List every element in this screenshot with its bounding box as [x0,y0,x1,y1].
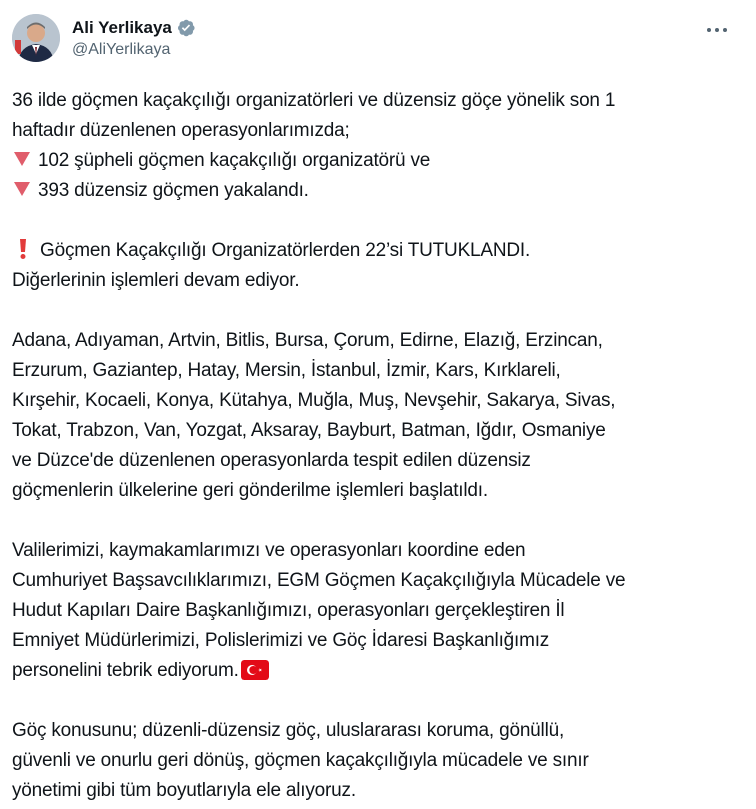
tweet-line: Kırşehir, Kocaeli, Konya, Kütahya, Muğla, Muş, Nevşehir, Sakarya, Sivas, [12,390,616,411]
tweet-line-text: 102 şüpheli göçmen kaçakçılığı organizatörü ve [38,150,431,171]
tweet-line: Tokat, Trabzon, Van, Yozgat, Aksaray, Bayburt, Batman, Iğdır, Osmaniye [12,420,606,441]
tweet-line: Diğerlerinin işlemleri devam ediyor. [12,270,300,291]
tweet-header [12,14,732,68]
tweet-line-flag [12,656,740,686]
tweet-line: ve Düzce'de düzenlenen operasyonlarda tespit edilen düzensiz [12,450,531,471]
tweet-line: güvenli ve onurlu geri dönüş, göçmen kaçakçılığıyla mücadele ve sınır [12,750,589,771]
display-name[interactable]: Ali Yerlikaya [72,18,172,37]
tweet-line-alert [12,236,740,266]
tweet-line-text: 393 düzensiz göçmen yakalandı. [38,180,309,201]
tweet-line: göçmenlerin ülkelerine geri gönderilme işlemleri başlatıldı. [12,480,488,501]
tweet-line: Hudut Kapıları Daire Başkanlığımızı, operasyonları gerçekleştiren İl [12,600,565,621]
tweet-line-bullet [12,146,740,176]
user-handle[interactable]: @AliYerlikaya [72,41,171,58]
red-triangle-down-icon [12,178,32,196]
tweet-line: haftadır düzenlenen operasyonlarımızda; [12,120,350,141]
avatar[interactable] [12,14,60,62]
tweet-line: Erzurum, Gaziantep, Hatay, Mersin, İstanbul, İzmir, Kars, Kırklareli, [12,360,561,381]
tweet-line-text: Göçmen Kaçakçılığı Organizatörlerden 22’si TUTUKLANDI. [40,240,531,261]
tweet-line: 36 ilde göçmen kaçakçılığı organizatörleri ve düzensiz göçe yönelik son 1 [12,90,616,111]
tweet-line: Adana, Adıyaman, Artvin, Bitlis, Bursa, Çorum, Edirne, Elazığ, Erzincan, [12,330,603,351]
tweet-line-bullet [12,176,740,206]
tweet-line-text: personelini tebrik ediyorum. [12,660,239,681]
tweet-text [12,86,740,806]
author-info [72,16,196,59]
exclamation-icon [16,238,30,260]
tweet-line: Emniyet Müdürlerimizi, Polislerimizi ve Göç İdaresi Başkanlığımız [12,630,550,651]
red-triangle-down-icon [12,148,32,166]
tweet-line: Valilerimizi, kaymakamlarımızı ve operasyonları koordine eden [12,540,526,561]
verified-badge-icon [176,18,196,38]
more-options-icon[interactable] [702,20,732,40]
tweet-line: yönetimi gibi tüm boyutlarıyla ele alıyoruz. [12,780,356,801]
profile-photo [12,14,60,62]
tweet-line: Göç konusunu; düzenli-düzensiz göç, uluslararası koruma, gönüllü, [12,720,565,741]
turkey-flag-icon [241,660,269,680]
tweet-line: Cumhuriyet Başsavcılıklarımızı, EGM Göçmen Kaçakçılığıyla Mücadele ve [12,570,626,591]
